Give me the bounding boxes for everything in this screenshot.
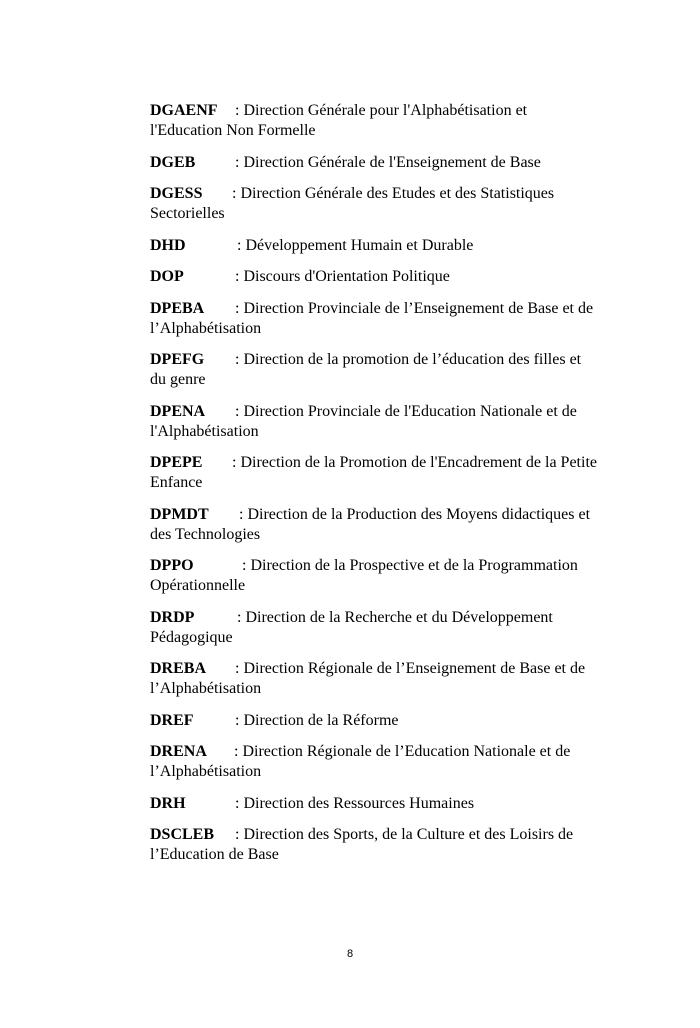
abbreviation-term: DREBA <box>150 660 207 677</box>
abbreviation-entry <box>150 236 598 256</box>
abbreviation-entry <box>150 402 598 442</box>
abbreviation-definition: : Direction Générale des Etudes et des Statistiques Sectorielles <box>150 185 555 222</box>
abbreviation-entry <box>150 101 598 141</box>
abbreviation-definition: : Direction des Ressources Humaines <box>235 794 475 812</box>
abbreviation-term: DPMDT <box>150 505 209 523</box>
abbreviation-definition: : Direction de la Réforme <box>235 711 399 729</box>
abbreviation-entry <box>150 184 598 224</box>
abbreviation-term: DRDP <box>150 608 195 626</box>
abbreviation-definition: : Direction Provinciale de l'Education Nationale et de l'Alphabétisation <box>150 402 577 440</box>
abbreviation-entry <box>150 659 598 699</box>
abbreviation-definition: : Direction de la Promotion de l'Encadrement de la Petite Enfance <box>150 454 597 491</box>
abbreviation-definition: : Développement Humain et Durable <box>237 236 474 254</box>
abbreviation-term: DRH <box>150 794 186 812</box>
abbreviation-term: DPEBA <box>150 299 205 317</box>
abbreviation-definition: : Discours d'Orientation Politique <box>235 268 450 285</box>
abbreviation-entry <box>150 608 598 648</box>
abbreviation-definition: : Direction des Sports, de la Culture et des Loisirs de l’Education de Base <box>150 826 574 863</box>
abbreviation-term: DOP <box>150 268 184 285</box>
abbreviation-definition: : Direction Générale de l'Enseignement de Base <box>235 153 541 171</box>
abbreviation-definition: : Direction Régionale de l’Education Nationale et de l’Alphabétisation <box>150 743 571 780</box>
abbreviation-term: DGEB <box>150 153 196 171</box>
abbreviation-entry <box>150 825 598 865</box>
abbreviation-entry <box>150 505 598 545</box>
abbreviation-term: DGAENF <box>150 102 218 119</box>
abbreviation-definition: : Direction Régionale de l’Enseignement de Base et de l’Alphabétisation <box>150 660 586 697</box>
abbreviation-entry <box>150 556 598 596</box>
abbreviation-term: DGESS <box>150 185 203 202</box>
abbreviation-entry <box>150 299 598 339</box>
abbreviation-term: DHD <box>150 236 186 254</box>
abbreviation-term: DRENA <box>150 743 207 760</box>
abbreviation-entry <box>150 350 598 390</box>
page-number: 8 <box>346 948 354 960</box>
abbreviation-term: DPEFG <box>150 351 205 368</box>
abbreviation-term: DREF <box>150 711 194 729</box>
abbreviation-definition: : Direction de la Prospective et de la Programmation Opérationnelle <box>150 557 578 594</box>
abbreviation-entry <box>150 794 598 814</box>
abbreviation-term: DPENA <box>150 402 206 420</box>
abbreviation-entry <box>150 267 598 287</box>
abbreviation-definition: : Direction de la Recherche et du Développement Pédagogique <box>150 608 553 646</box>
abbreviation-definition: : Direction de la Production des Moyens didactiques et des Technologies <box>150 505 591 543</box>
abbreviation-entry <box>150 711 598 731</box>
abbreviation-definition: : Direction de la promotion de l’éducation des filles et du genre <box>150 351 582 388</box>
abbreviation-list <box>150 101 598 877</box>
abbreviation-term: DPPO <box>150 557 194 574</box>
abbreviation-entry <box>150 453 598 493</box>
abbreviation-term: DPEPE <box>150 454 203 471</box>
abbreviation-definition: : Direction Générale pour l'Alphabétisation et l'Education Non Formelle <box>150 102 528 139</box>
abbreviation-entry <box>150 742 598 782</box>
abbreviation-entry <box>150 153 598 173</box>
abbreviation-definition: : Direction Provinciale de l’Enseignement de Base et de l’Alphabétisation <box>150 299 594 337</box>
abbreviation-term: DSCLEB <box>150 826 215 843</box>
